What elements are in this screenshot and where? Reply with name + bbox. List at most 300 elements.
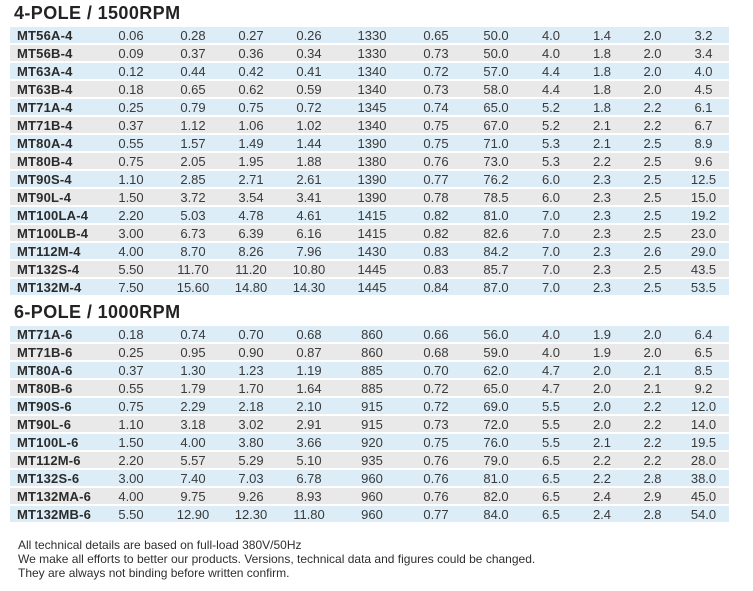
value-cell: 14.0 [678,416,729,432]
value-cell: 1.88 [279,153,339,169]
value-cell: 0.70 [223,326,279,342]
value-cell: 0.37 [163,45,223,61]
value-cell: 1390 [339,171,405,187]
model-cell: MT132S-4 [10,261,99,277]
value-cell: 2.0 [627,45,678,61]
value-cell: 59.0 [467,344,525,360]
value-cell: 0.65 [163,81,223,97]
value-cell: 0.74 [405,99,467,115]
value-cell: 6.5 [525,488,577,504]
value-cell: 1.70 [223,380,279,396]
value-cell: 2.71 [223,171,279,187]
value-cell: 0.26 [279,27,339,43]
value-cell: 4.5 [678,81,729,97]
value-cell: 4.7 [525,362,577,378]
value-cell: 2.5 [627,261,678,277]
value-cell: 1.57 [163,135,223,151]
value-cell: 2.0 [577,416,627,432]
value-cell: 2.3 [577,225,627,241]
value-cell: 84.2 [467,243,525,259]
value-cell: 860 [339,344,405,360]
value-cell: 1.79 [163,380,223,396]
value-cell: 2.10 [279,398,339,414]
value-cell: 0.27 [223,27,279,43]
value-cell: 1.12 [163,117,223,133]
value-cell: 10.80 [279,261,339,277]
value-cell: 2.0 [577,398,627,414]
value-cell: 14.30 [279,279,339,295]
value-cell: 1.9 [577,326,627,342]
value-cell: 58.0 [467,81,525,97]
value-cell: 2.5 [627,225,678,241]
value-cell: 885 [339,380,405,396]
value-cell: 2.29 [163,398,223,414]
value-cell: 0.42 [223,63,279,79]
value-cell: 0.18 [99,326,163,342]
value-cell: 2.61 [279,171,339,187]
value-cell: 0.65 [405,27,467,43]
value-cell: 1.8 [577,99,627,115]
table-row [10,380,729,396]
value-cell: 920 [339,434,405,450]
table-row [10,45,729,61]
value-cell: 4.0 [525,27,577,43]
value-cell: 76.2 [467,171,525,187]
value-cell: 1345 [339,99,405,115]
value-cell: 15.60 [163,279,223,295]
value-cell: 1.64 [279,380,339,396]
value-cell: 0.09 [99,45,163,61]
value-cell: 6.4 [678,326,729,342]
value-cell: 2.20 [99,452,163,468]
value-cell: 0.37 [99,362,163,378]
value-cell: 12.0 [678,398,729,414]
value-cell: 54.0 [678,506,729,522]
value-cell: 5.2 [525,99,577,115]
value-cell: 82.6 [467,225,525,241]
value-cell: 5.57 [163,452,223,468]
value-cell: 1.10 [99,416,163,432]
value-cell: 2.6 [627,243,678,259]
value-cell: 6.78 [279,470,339,486]
value-cell: 82.0 [467,488,525,504]
model-cell: MT71A-4 [10,99,99,115]
model-cell: MT90L-4 [10,189,99,205]
value-cell: 2.3 [577,189,627,205]
value-cell: 3.41 [279,189,339,205]
table-row [10,434,729,450]
value-cell: 23.0 [678,225,729,241]
value-cell: 2.1 [577,434,627,450]
model-cell: MT100LB-4 [10,225,99,241]
value-cell: 2.2 [627,398,678,414]
value-cell: 2.05 [163,153,223,169]
model-cell: MT112M-4 [10,243,99,259]
value-cell: 1.02 [279,117,339,133]
value-cell: 5.5 [525,398,577,414]
value-cell: 69.0 [467,398,525,414]
model-cell: MT80A-6 [10,362,99,378]
section-title-6pole: 6-POLE / 1000RPM [14,302,181,322]
model-cell: MT90L-6 [10,416,99,432]
value-cell: 4.0 [525,45,577,61]
value-cell: 6.39 [223,225,279,241]
value-cell: 2.0 [627,344,678,360]
table-row [10,243,729,259]
value-cell: 0.75 [99,153,163,169]
value-cell: 79.0 [467,452,525,468]
value-cell: 0.95 [163,344,223,360]
value-cell: 2.2 [627,434,678,450]
value-cell: 7.0 [525,225,577,241]
value-cell: 0.44 [163,63,223,79]
value-cell: 1340 [339,63,405,79]
table-row [10,362,729,378]
model-cell: MT56B-4 [10,45,99,61]
table-row [10,135,729,151]
value-cell: 2.0 [627,326,678,342]
value-cell: 935 [339,452,405,468]
value-cell: 1.50 [99,434,163,450]
value-cell: 3.80 [223,434,279,450]
value-cell: 6.5 [525,452,577,468]
value-cell: 8.93 [279,488,339,504]
value-cell: 81.0 [467,470,525,486]
value-cell: 0.62 [223,81,279,97]
value-cell: 2.0 [627,81,678,97]
value-cell: 1415 [339,207,405,223]
value-cell: 67.0 [467,117,525,133]
value-cell: 2.1 [627,380,678,396]
value-cell: 1330 [339,27,405,43]
value-cell: 0.90 [223,344,279,360]
value-cell: 2.3 [577,261,627,277]
value-cell: 7.0 [525,207,577,223]
value-cell: 0.75 [405,135,467,151]
value-cell: 0.41 [279,63,339,79]
footer-line: We make all efforts to better our products. Versions, technical data and figures could be changed. [18,552,536,566]
value-cell: 0.75 [99,398,163,414]
value-cell: 2.2 [627,416,678,432]
value-cell: 3.4 [678,45,729,61]
table-row [10,207,729,223]
value-cell: 2.3 [577,207,627,223]
value-cell: 0.12 [99,63,163,79]
value-cell: 2.3 [577,171,627,187]
value-cell: 2.3 [577,243,627,259]
model-cell: MT71B-6 [10,344,99,360]
value-cell: 1.95 [223,153,279,169]
value-cell: 2.2 [577,470,627,486]
value-cell: 87.0 [467,279,525,295]
value-cell: 78.5 [467,189,525,205]
table-row [10,279,729,295]
table-row [10,326,729,342]
value-cell: 1.30 [163,362,223,378]
value-cell: 1430 [339,243,405,259]
footer-line: They are always not binding before written confirm. [18,566,290,580]
value-cell: 0.73 [405,45,467,61]
value-cell: 3.2 [678,27,729,43]
value-cell: 1340 [339,117,405,133]
value-cell: 0.76 [405,470,467,486]
value-cell: 1415 [339,225,405,241]
value-cell: 4.78 [223,207,279,223]
value-cell: 12.5 [678,171,729,187]
value-cell: 5.03 [163,207,223,223]
value-cell: 0.70 [405,362,467,378]
model-cell: MT71A-6 [10,326,99,342]
model-cell: MT63B-4 [10,81,99,97]
value-cell: 3.66 [279,434,339,450]
value-cell: 0.73 [405,416,467,432]
value-cell: 6.5 [525,470,577,486]
value-cell: 1.8 [577,63,627,79]
value-cell: 7.50 [99,279,163,295]
value-cell: 960 [339,470,405,486]
value-cell: 53.5 [678,279,729,295]
table-row [10,416,729,432]
value-cell: 6.73 [163,225,223,241]
value-cell: 9.6 [678,153,729,169]
value-cell: 0.76 [405,452,467,468]
footer-line: All technical details are based on full-load 380V/50Hz [18,538,302,552]
value-cell: 8.9 [678,135,729,151]
model-cell: MT56A-4 [10,27,99,43]
value-cell: 2.0 [577,362,627,378]
value-cell: 0.77 [405,506,467,522]
spec-table-6pole [10,324,729,524]
value-cell: 2.0 [627,27,678,43]
table-row [10,153,729,169]
value-cell: 14.80 [223,279,279,295]
value-cell: 0.78 [405,189,467,205]
value-cell: 3.00 [99,470,163,486]
model-cell: MT71B-4 [10,117,99,133]
value-cell: 1390 [339,135,405,151]
model-cell: MT80A-4 [10,135,99,151]
table-row [10,452,729,468]
table-row [10,488,729,504]
model-cell: MT132M-4 [10,279,99,295]
table-row [10,171,729,187]
value-cell: 12.30 [223,506,279,522]
value-cell: 0.28 [163,27,223,43]
value-cell: 0.37 [99,117,163,133]
value-cell: 0.77 [405,171,467,187]
value-cell: 2.2 [627,117,678,133]
value-cell: 4.61 [279,207,339,223]
value-cell: 1.4 [577,27,627,43]
model-cell: MT90S-6 [10,398,99,414]
value-cell: 5.29 [223,452,279,468]
value-cell: 2.0 [627,63,678,79]
value-cell: 2.4 [577,506,627,522]
value-cell: 1.8 [577,45,627,61]
value-cell: 0.76 [405,153,467,169]
value-cell: 0.75 [405,117,467,133]
value-cell: 4.7 [525,380,577,396]
model-cell: MT112M-6 [10,452,99,468]
table-row [10,398,729,414]
table-row [10,63,729,79]
value-cell: 7.0 [525,261,577,277]
value-cell: 6.7 [678,117,729,133]
value-cell: 6.1 [678,99,729,115]
value-cell: 5.50 [99,261,163,277]
value-cell: 4.0 [525,344,577,360]
value-cell: 0.87 [279,344,339,360]
value-cell: 6.16 [279,225,339,241]
table-row [10,189,729,205]
value-cell: 6.5 [525,506,577,522]
value-cell: 2.8 [627,506,678,522]
value-cell: 7.96 [279,243,339,259]
value-cell: 56.0 [467,326,525,342]
value-cell: 960 [339,488,405,504]
value-cell: 8.5 [678,362,729,378]
value-cell: 2.1 [577,117,627,133]
value-cell: 11.80 [279,506,339,522]
value-cell: 0.18 [99,81,163,97]
value-cell: 9.2 [678,380,729,396]
value-cell: 3.54 [223,189,279,205]
value-cell: 885 [339,362,405,378]
value-cell: 8.70 [163,243,223,259]
value-cell: 2.8 [627,470,678,486]
value-cell: 0.72 [405,63,467,79]
table-row [10,344,729,360]
value-cell: 0.68 [279,326,339,342]
value-cell: 73.0 [467,153,525,169]
value-cell: 7.03 [223,470,279,486]
value-cell: 0.25 [99,344,163,360]
value-cell: 4.0 [678,63,729,79]
value-cell: 1.10 [99,171,163,187]
value-cell: 0.83 [405,243,467,259]
value-cell: 0.59 [279,81,339,97]
value-cell: 0.74 [163,326,223,342]
value-cell: 5.5 [525,416,577,432]
value-cell: 1.06 [223,117,279,133]
value-cell: 7.0 [525,279,577,295]
value-cell: 0.72 [405,398,467,414]
value-cell: 5.5 [525,434,577,450]
model-cell: MT90S-4 [10,171,99,187]
value-cell: 3.72 [163,189,223,205]
value-cell: 76.0 [467,434,525,450]
value-cell: 0.06 [99,27,163,43]
value-cell: 5.50 [99,506,163,522]
value-cell: 85.7 [467,261,525,277]
value-cell: 1390 [339,189,405,205]
value-cell: 2.5 [627,207,678,223]
value-cell: 0.84 [405,279,467,295]
value-cell: 71.0 [467,135,525,151]
value-cell: 43.5 [678,261,729,277]
value-cell: 57.0 [467,63,525,79]
spec-table-4pole [10,25,729,297]
value-cell: 62.0 [467,362,525,378]
value-cell: 1.49 [223,135,279,151]
value-cell: 2.5 [627,171,678,187]
value-cell: 2.85 [163,171,223,187]
value-cell: 0.76 [405,488,467,504]
value-cell: 19.5 [678,434,729,450]
value-cell: 12.90 [163,506,223,522]
table-row [10,470,729,486]
value-cell: 2.9 [627,488,678,504]
value-cell: 50.0 [467,27,525,43]
value-cell: 28.0 [678,452,729,468]
model-cell: MT132S-6 [10,470,99,486]
value-cell: 1380 [339,153,405,169]
value-cell: 0.25 [99,99,163,115]
value-cell: 9.75 [163,488,223,504]
value-cell: 0.36 [223,45,279,61]
value-cell: 4.00 [163,434,223,450]
value-cell: 1340 [339,81,405,97]
table-row [10,27,729,43]
value-cell: 2.2 [577,153,627,169]
value-cell: 4.4 [525,63,577,79]
value-cell: 38.0 [678,470,729,486]
section-title-4pole: 4-POLE / 1500RPM [14,3,181,23]
value-cell: 6.0 [525,189,577,205]
value-cell: 2.1 [577,135,627,151]
value-cell: 915 [339,416,405,432]
value-cell: 0.75 [405,434,467,450]
table-row [10,506,729,522]
value-cell: 2.3 [577,279,627,295]
value-cell: 2.1 [627,362,678,378]
value-cell: 4.00 [99,488,163,504]
value-cell: 5.10 [279,452,339,468]
value-cell: 5.3 [525,135,577,151]
value-cell: 2.5 [627,135,678,151]
value-cell: 3.18 [163,416,223,432]
value-cell: 1445 [339,279,405,295]
value-cell: 2.5 [627,189,678,205]
value-cell: 0.34 [279,45,339,61]
value-cell: 0.55 [99,380,163,396]
value-cell: 0.82 [405,207,467,223]
value-cell: 0.75 [223,99,279,115]
value-cell: 0.83 [405,261,467,277]
value-cell: 2.18 [223,398,279,414]
sections [0,4,753,524]
table-row [10,225,729,241]
value-cell: 11.70 [163,261,223,277]
value-cell: 8.26 [223,243,279,259]
value-cell: 1.19 [279,362,339,378]
value-cell: 0.79 [163,99,223,115]
value-cell: 960 [339,506,405,522]
value-cell: 7.0 [525,243,577,259]
value-cell: 4.0 [525,326,577,342]
value-cell: 81.0 [467,207,525,223]
value-cell: 2.5 [627,279,678,295]
value-cell: 11.20 [223,261,279,277]
value-cell: 1.9 [577,344,627,360]
value-cell: 19.2 [678,207,729,223]
value-cell: 0.73 [405,81,467,97]
table-row [10,117,729,133]
value-cell: 50.0 [467,45,525,61]
value-cell: 1.8 [577,81,627,97]
value-cell: 0.66 [405,326,467,342]
value-cell: 2.2 [627,452,678,468]
